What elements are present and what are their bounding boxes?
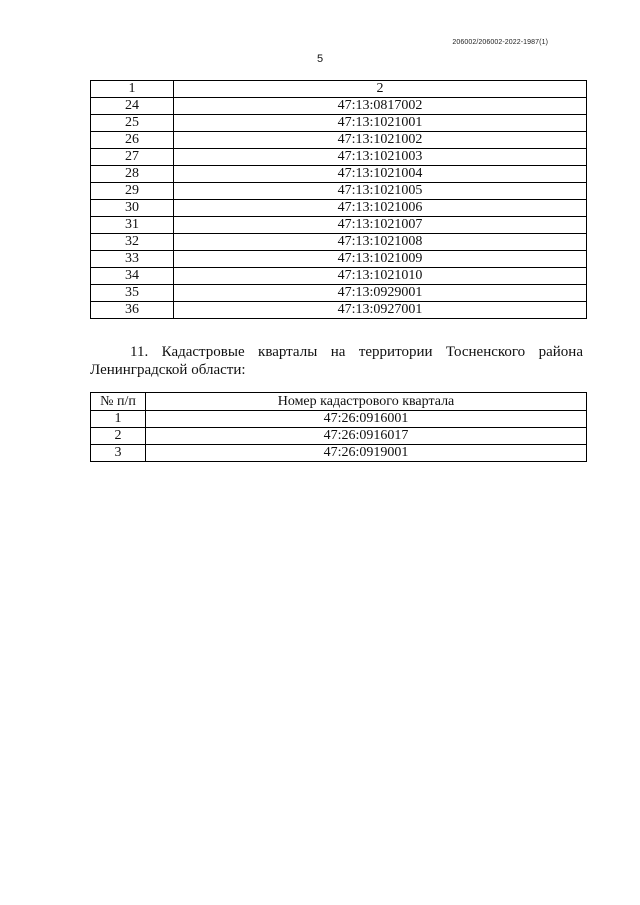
table-row xyxy=(91,428,587,445)
cadastral-number-cell: 47:13:0929001 xyxy=(174,285,587,302)
table-row xyxy=(91,132,587,149)
column-header-cadastral: Номер кадастрового квартала xyxy=(146,393,587,411)
table-row xyxy=(91,98,587,115)
table-header-row xyxy=(91,393,587,411)
table-row xyxy=(91,149,587,166)
cadastral-number-cell: 47:26:0916001 xyxy=(146,411,587,428)
table-row xyxy=(91,183,587,200)
cadastral-number-cell: 47:13:1021005 xyxy=(174,183,587,200)
cadastral-number-cell: 47:26:0919001 xyxy=(146,445,587,462)
cadastral-number-cell: 47:13:1021004 xyxy=(174,166,587,183)
row-number-cell: 27 xyxy=(91,149,174,166)
table-row xyxy=(91,302,587,319)
cadastral-number-cell: 47:13:1021002 xyxy=(174,132,587,149)
row-number-cell: 32 xyxy=(91,234,174,251)
row-number-cell: 30 xyxy=(91,200,174,217)
row-number-cell: 3 xyxy=(91,445,146,462)
row-number-cell: 34 xyxy=(91,268,174,285)
column-header-2: 2 xyxy=(174,81,587,98)
table-header-row xyxy=(91,81,587,98)
cadastral-number-cell: 47:13:1021007 xyxy=(174,217,587,234)
column-header-number: № п/п xyxy=(91,393,146,411)
table-row xyxy=(91,115,587,132)
table-row xyxy=(91,234,587,251)
cadastral-number-cell: 47:13:1021001 xyxy=(174,115,587,132)
tosno-cadastral-table xyxy=(90,392,587,462)
table-row xyxy=(91,251,587,268)
table-row xyxy=(91,411,587,428)
row-number-cell: 24 xyxy=(91,98,174,115)
row-number-cell: 25 xyxy=(91,115,174,132)
cadastral-number-cell: 47:13:1021003 xyxy=(174,149,587,166)
cadastral-number-cell: 47:13:1021006 xyxy=(174,200,587,217)
section-11-heading xyxy=(90,343,583,379)
table-row xyxy=(91,166,587,183)
cadastral-number-cell: 47:13:0927001 xyxy=(174,302,587,319)
row-number-cell: 36 xyxy=(91,302,174,319)
row-number-cell: 1 xyxy=(91,411,146,428)
row-number-cell: 33 xyxy=(91,251,174,268)
cadastral-number-cell: 47:26:0916017 xyxy=(146,428,587,445)
cadastral-number-cell: 47:13:1021008 xyxy=(174,234,587,251)
table-row xyxy=(91,217,587,234)
table-row xyxy=(91,268,587,285)
cadastral-number-cell: 47:13:0817002 xyxy=(174,98,587,115)
column-header-1: 1 xyxy=(91,81,174,98)
row-number-cell: 29 xyxy=(91,183,174,200)
section-11-line-2: Ленинградской области: xyxy=(90,362,246,378)
row-number-cell: 28 xyxy=(91,166,174,183)
table-row xyxy=(91,200,587,217)
cadastral-number-cell: 47:13:1021009 xyxy=(174,251,587,268)
row-number-cell: 26 xyxy=(91,132,174,149)
section-11-line-1: 11. Кадастровые кварталы на территории Тосненского района xyxy=(130,344,583,360)
cadastral-number-cell: 47:13:1021010 xyxy=(174,268,587,285)
table-row xyxy=(91,445,587,462)
row-number-cell: 2 xyxy=(91,428,146,445)
page-number: 5 xyxy=(316,53,324,65)
table-row xyxy=(91,285,587,302)
row-number-cell: 31 xyxy=(91,217,174,234)
cadastral-table-continued xyxy=(90,80,587,319)
document-id: 206002/206002-2022-1987(1) xyxy=(452,39,548,46)
row-number-cell: 35 xyxy=(91,285,174,302)
